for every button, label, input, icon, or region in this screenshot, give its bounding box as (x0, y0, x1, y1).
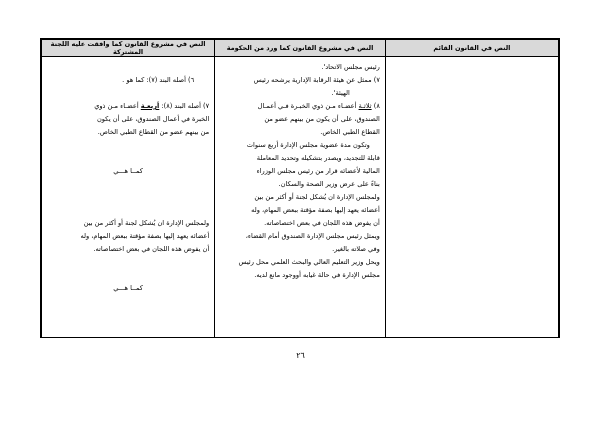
underlined-count: ثلاثـة (358, 102, 372, 110)
committee-line: ولمجلس الإدارة ان يُشكل لجنة أو أكثر من بين (83, 219, 210, 227)
gov-line: ويمثل رئيس مجلس الإدارة الصندوق أمام القضاء، (245, 232, 380, 240)
header-committee-draft: النص في مشروع القانون كما وافقت عليه اللجنة المشتركة (42, 40, 215, 57)
committee-draft-cell (42, 57, 215, 338)
spacer (47, 256, 209, 269)
bold-count: أربعـة (140, 102, 160, 110)
gov-line: مجلس الإدارة في حالة غيابه أووجود مانع لديه. (254, 271, 380, 279)
item-text: أعضـاء مـن ذوي الخبـرة فـي أعمـال (257, 102, 357, 110)
spacer (47, 87, 209, 100)
gov-line: ولمجلس الإدارة ان يُشكل لجنة أو أكثر من بين (254, 193, 380, 201)
spacer (47, 204, 209, 217)
committee-line: ٦) أصله البند (٧): كما هو . (122, 76, 195, 84)
spacer (47, 269, 209, 282)
gov-line: ٧) ممثل عن هيئة الرقابة الإدارية يرشحه رئيس (253, 76, 380, 84)
gov-line-item-8 (220, 100, 380, 113)
comparison-table-frame (40, 38, 560, 338)
gov-line: الصندوق، على أن يكون من بينهم عضو من (264, 115, 380, 123)
body-row (42, 57, 559, 338)
spacer (47, 139, 209, 152)
item-text: أعضـاء مـن ذوي (94, 102, 139, 110)
item-number: ٨) (373, 102, 380, 110)
gov-line: أعضائه يعهد إليها بصفة مؤقتة ببعض المهام، وله (251, 206, 380, 214)
committee-line: الخبرة في أعمال الصندوق، على أن يكون (96, 115, 210, 123)
committee-line: من بينهم عضو من القطاع الطبي الخاص. (97, 128, 210, 136)
committee-line: أعضائه يعهد إليها بصفة مؤقتة ببعض المهام، وله (80, 232, 210, 240)
unchanged-marker: كمــا هـــي (113, 167, 143, 175)
gov-line: المالية لأعضائه قرار من رئيس مجلس الوزراء (256, 167, 380, 175)
page-number: ٢٦ (296, 351, 305, 360)
spacer (47, 191, 209, 204)
gov-line: الهيئة'. (331, 89, 350, 97)
header-government-draft: النص في مشروع القانون كما ورد من الحكومة (215, 40, 386, 57)
gov-line: رئيس مجلس الاتحاد'. (321, 63, 380, 71)
item-number: ٧) أصله البند (٨): (161, 102, 210, 110)
header-row (42, 40, 559, 57)
committee-line: أن يفوض هذه اللجان في بعض اختصاصاته. (93, 245, 210, 253)
gov-line: أن يفوض هذه اللجان في بعض اختصاصاته. (264, 219, 380, 227)
gov-line: وفي صلاته بالغير. (332, 245, 380, 253)
gov-line: وتكون مدة عضوية مجلس الإدارة أربع سنوات (246, 141, 370, 149)
government-draft-cell (215, 57, 386, 338)
gov-line: القطاع الطبي الخاص. (320, 128, 380, 136)
gov-line: بناءً على عرض وزير الصحة والسكان. (278, 180, 380, 188)
spacer (47, 152, 209, 165)
gov-line: قابلة للتجديد، ويصدر بتشكيله وتحديد المعاملة (256, 154, 380, 162)
existing-law-cell (385, 57, 558, 338)
comparison-table (41, 39, 559, 337)
header-existing-law: النص في القانون القائم (385, 40, 558, 57)
committee-line-item-7 (47, 100, 209, 113)
gov-line: ويحل وزير التعليم العالي والبحث العلمي محل رئيس (238, 258, 380, 266)
spacer (47, 61, 209, 74)
unchanged-marker: كمــا هـــي (113, 284, 143, 292)
spacer (47, 178, 209, 191)
